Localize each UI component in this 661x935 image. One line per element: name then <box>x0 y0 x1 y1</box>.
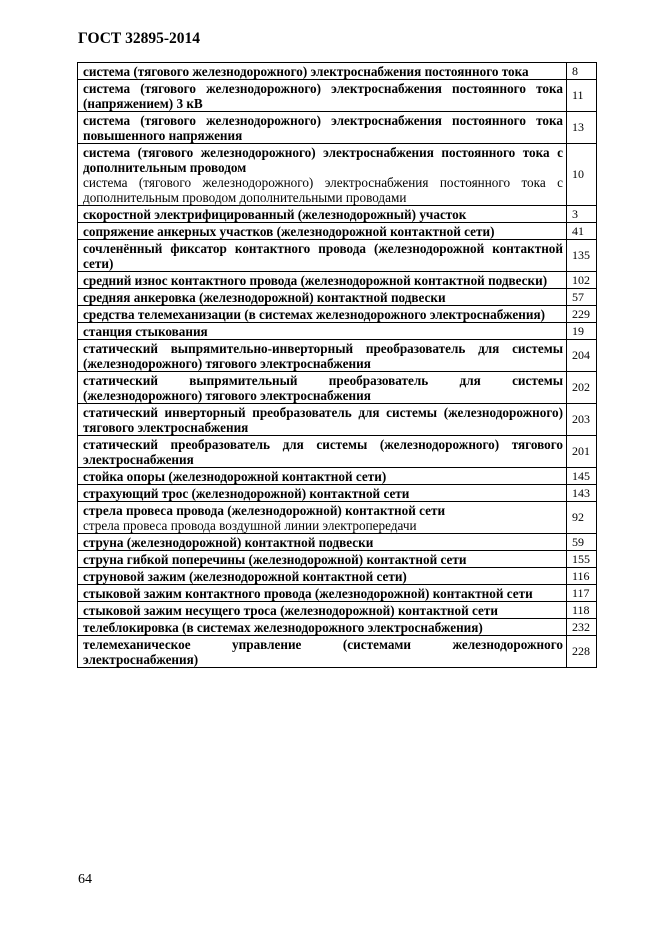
term-text: система (тягового железнодорожного) электроснабжения постоянного тока <box>83 64 529 79</box>
term-number-cell: 92 <box>567 502 597 534</box>
term-cell <box>78 63 567 80</box>
term-cell <box>78 404 567 436</box>
term-synonym-text: система (тягового железнодорожного) электроснабжения постоянного тока с дополнительным проводом дополнительными проводами <box>83 175 563 205</box>
term-number-cell: 145 <box>567 468 597 485</box>
term-index-body <box>78 63 597 668</box>
term-index-table <box>77 62 597 668</box>
term-text: струна (железнодорожной) контактной подвески <box>83 535 374 550</box>
term-number-cell: 3 <box>567 206 597 223</box>
term-text: сочленённый фиксатор контактного провода (железнодорожной контактной сети) <box>83 241 563 271</box>
term-cell <box>78 568 567 585</box>
term-number-cell: 118 <box>567 602 597 619</box>
term-number-cell: 117 <box>567 585 597 602</box>
term-number-cell: 135 <box>567 240 597 272</box>
index-row <box>78 468 597 485</box>
term-cell <box>78 223 567 240</box>
term-text: струновой зажим (железнодорожной контактной сети) <box>83 569 407 584</box>
term-number-cell: 13 <box>567 112 597 144</box>
index-row <box>78 568 597 585</box>
index-row <box>78 534 597 551</box>
term-text: средства телемеханизации (в системах железнодорожного электроснабжения) <box>83 307 545 322</box>
term-number-cell: 116 <box>567 568 597 585</box>
index-row <box>78 636 597 668</box>
index-row <box>78 340 597 372</box>
term-text: скоростной электрифицированный (железнодорожный) участок <box>83 207 467 222</box>
term-cell <box>78 144 567 206</box>
term-cell <box>78 306 567 323</box>
index-row <box>78 551 597 568</box>
term-number-cell: 204 <box>567 340 597 372</box>
term-number-cell: 201 <box>567 436 597 468</box>
term-number-cell: 155 <box>567 551 597 568</box>
document-header: ГОСТ 32895-2014 <box>78 30 201 47</box>
term-text: станция стыкования <box>83 324 208 339</box>
term-cell <box>78 585 567 602</box>
term-cell <box>78 206 567 223</box>
term-cell <box>78 372 567 404</box>
index-row <box>78 144 597 206</box>
term-cell <box>78 551 567 568</box>
page-number: 64 <box>78 872 92 887</box>
term-number-cell: 59 <box>567 534 597 551</box>
term-text: страхующий трос (железнодорожной) контактной сети <box>83 486 410 501</box>
term-cell <box>78 323 567 340</box>
term-number-cell: 57 <box>567 289 597 306</box>
term-number-cell: 8 <box>567 63 597 80</box>
term-number-cell: 19 <box>567 323 597 340</box>
term-text: сопряжение анкерных участков (железнодорожной контактной сети) <box>83 224 495 239</box>
term-cell <box>78 240 567 272</box>
term-text: телеблокировка (в системах железнодорожного электроснабжения) <box>83 620 483 635</box>
term-cell <box>78 602 567 619</box>
term-text: стыковой зажим несущего троса (железнодорожной) контактной сети <box>83 603 498 618</box>
term-cell <box>78 468 567 485</box>
index-row <box>78 63 597 80</box>
term-number-cell: 229 <box>567 306 597 323</box>
index-row <box>78 502 597 534</box>
index-row <box>78 272 597 289</box>
term-cell <box>78 619 567 636</box>
index-row <box>78 112 597 144</box>
term-text: стыковой зажим контактного провода (железнодорожной) контактной сети <box>83 586 533 601</box>
term-text: система (тягового железнодорожного) электроснабжения постоянного тока (напряжением) 3 кВ <box>83 81 563 111</box>
term-text: стрела провеса провода (железнодорожной) контактной сети <box>83 503 446 518</box>
term-number-cell: 102 <box>567 272 597 289</box>
index-row <box>78 206 597 223</box>
index-row <box>78 436 597 468</box>
term-cell <box>78 436 567 468</box>
term-text: стойка опоры (железнодорожной контактной сети) <box>83 469 387 484</box>
term-text: средняя анкеровка (железнодорожной) контактной подвески <box>83 290 446 305</box>
term-cell <box>78 502 567 534</box>
index-row <box>78 306 597 323</box>
term-number-cell: 41 <box>567 223 597 240</box>
index-row <box>78 485 597 502</box>
index-row <box>78 223 597 240</box>
index-row <box>78 404 597 436</box>
term-text: статический выпрямительный преобразователь для системы (железнодорожного) тягового электроснабжения <box>83 373 563 403</box>
term-text: телемеханическое управление (системами железнодорожного электроснабжения) <box>83 637 563 667</box>
term-cell <box>78 534 567 551</box>
term-cell <box>78 636 567 668</box>
term-cell <box>78 485 567 502</box>
term-synonym-text: стрела провеса провода воздушной линии электропередачи <box>83 518 417 533</box>
term-number-cell: 202 <box>567 372 597 404</box>
term-number-cell: 203 <box>567 404 597 436</box>
term-cell <box>78 112 567 144</box>
term-text: средний износ контактного провода (железнодорожной контактной подвески) <box>83 273 548 288</box>
index-row <box>78 289 597 306</box>
index-row <box>78 80 597 112</box>
index-row <box>78 585 597 602</box>
index-row <box>78 240 597 272</box>
term-text: статический выпрямительно-инверторный преобразователь для системы (железнодорожного) тягового электроснабжения <box>83 341 563 371</box>
term-number-cell: 11 <box>567 80 597 112</box>
term-number-cell: 143 <box>567 485 597 502</box>
term-cell <box>78 272 567 289</box>
term-cell <box>78 289 567 306</box>
term-text: статический инверторный преобразователь для системы (железнодорожного) тягового электроснабжения <box>83 405 563 435</box>
term-number-cell: 228 <box>567 636 597 668</box>
term-text: система (тягового железнодорожного) электроснабжения постоянного тока повышенного напряжения <box>83 113 563 143</box>
index-row <box>78 602 597 619</box>
index-row <box>78 372 597 404</box>
term-number-cell: 232 <box>567 619 597 636</box>
index-row <box>78 619 597 636</box>
term-number-cell: 10 <box>567 144 597 206</box>
term-text: статический преобразователь для системы (железнодорожного) тягового электроснабжения <box>83 437 563 467</box>
term-cell <box>78 340 567 372</box>
term-text: система (тягового железнодорожного) электроснабжения постоянного тока с дополнительным проводом <box>83 145 563 175</box>
term-cell <box>78 80 567 112</box>
term-text: струна гибкой поперечины (железнодорожной) контактной сети <box>83 552 467 567</box>
index-row <box>78 323 597 340</box>
